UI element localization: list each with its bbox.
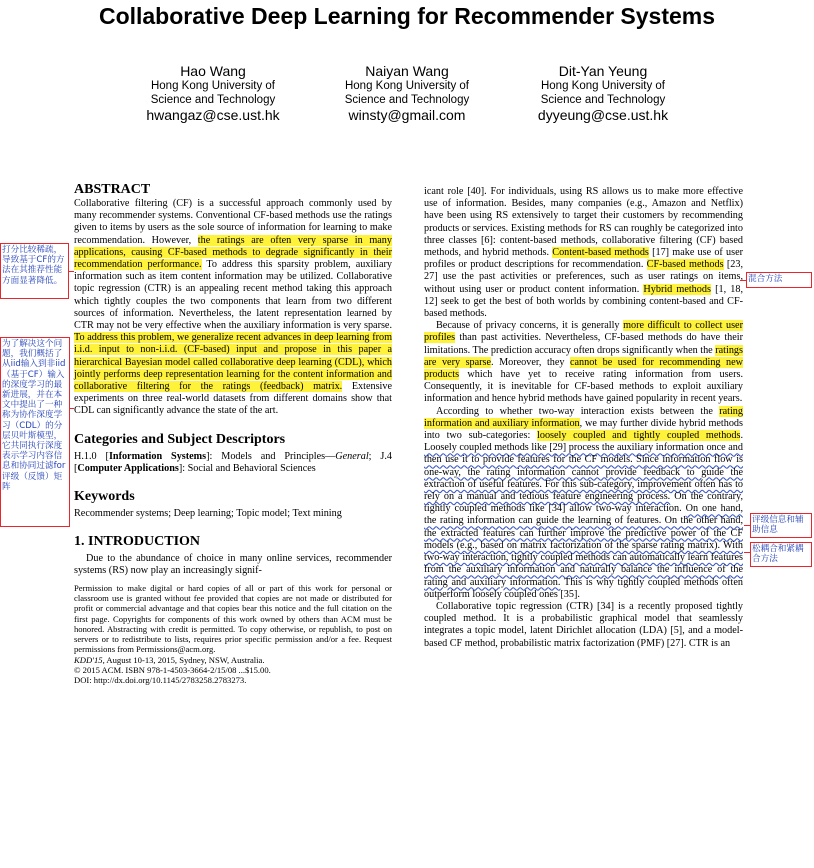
author-affiliation: Science and Technology bbox=[150, 94, 276, 106]
author-block-3 bbox=[513, 63, 693, 123]
annotation-leader bbox=[740, 280, 746, 281]
highlight: ratings are very sparse bbox=[424, 344, 743, 368]
annotation-note[interactable]: 为了解决这个问题，我们概括了从iid输入到非iid（基于CF）输入的深度学习的最新进展，并在本文中提出了一种称为协作深度学习（CDL）的分层贝叶斯模型，它共同执行深度表示学习内容信息和协同过滤for评级（反馈）矩阵 bbox=[0, 337, 70, 527]
author-block-1 bbox=[123, 63, 303, 123]
author-affiliation: Science and Technology bbox=[540, 94, 666, 106]
highlight: rating information and auxiliary information bbox=[424, 405, 743, 429]
annotation-note[interactable]: 松耦合和紧耦合方法 bbox=[750, 542, 812, 567]
annotation-leader bbox=[744, 552, 750, 553]
highlight: To address this problem, we generalize recent advances in deep learning from i.i.d. input to non-i.i.d. (CF-based) input and propose in this paper a hierarchical Bayesian model called collaborative deep learning (CDL), which jointly performs deep representation learning for the content information and collaborative filtering for the ratings (feedback) matrix. bbox=[74, 332, 392, 393]
author-email: winsty@gmail.com bbox=[348, 107, 466, 123]
paragraph: According to whether two-way interaction exists between the rating information and auxiliary information, we may further divide hybrid methods into two sub-categories: loosely coupled and tightly coupled methods. Loosely coupled methods like [29] process the auxiliary information once and then use it to provide features for the CF models. Since information flow is one-way, the rating information cannot provide feedback to guide the extraction of useful features. For this sub-category, improvement often has to rely on a manual and tedious feature engineering process. On the contrary, tightly coupled methods like [34] allow two-way interaction. On one hand, the rating information can guide the learning of features. On the other hand, the extracted features can further improve the predictive power of the CF models (e.g., based on matrix factorization of the sparse rating matrix). With two-way interaction, tightly coupled methods can automatically learn features from the auxiliary information and naturally balance the influence of the rating and auxiliary information. This is why tightly coupled methods often outperform loosely coupled ones [35]. bbox=[424, 405, 744, 600]
keywords-text: Recommender systems; Deep learning; Topic model; Text mining bbox=[74, 508, 342, 520]
highlight: Content-based methods bbox=[552, 247, 649, 259]
annotation-note[interactable]: 混合方法 bbox=[746, 272, 812, 288]
annotation-note[interactable]: 打分比较稀疏，导致基于CF的方法在其推荐性能方面显著降低。 bbox=[0, 243, 69, 299]
author-affiliation: Hong Kong University of bbox=[344, 80, 469, 92]
author-name: Hao Wang bbox=[180, 63, 246, 79]
categories-heading: Categories and Subject Descriptors bbox=[74, 431, 286, 447]
author-email: hwangaz@cse.ust.hk bbox=[146, 107, 280, 123]
paper-title: Collaborative Deep Learning for Recommender Systems bbox=[98, 3, 716, 29]
author-name: Naiyan Wang bbox=[365, 63, 449, 79]
author-block-2 bbox=[317, 63, 497, 123]
highlight: loosely coupled and tightly coupled methods bbox=[537, 430, 741, 442]
highlight: CF-based methods bbox=[646, 259, 724, 271]
paragraph: icant role [40]. For individuals, using RS allows us to make more effective use of information. Besides, many companies (e.g., Amazon and Netflix) have been using RS extensively to target their customers by recommending products or services. Existing methods for RS can roughly be categorized into three classes [6]: content-based methods, collaborative filtering (CF) based methods, and hybrid methods. Content-based methods [17] make use of user profiles or product descriptions for recommendation. CF-based methods [23, 27] use the past activities or preferences, such as user ratings on items, without using user or product content information. Hybrid methods [1, 18, 12] seek to get the best of both worlds by combining content-based and CF-based methods. bbox=[424, 186, 744, 320]
categories-text: H.1.0 [Information Systems]: Models and Principles—General; J.4 [Computer Applications]: Social and Behavioral Sciences bbox=[74, 450, 393, 474]
author-name: Dit-Yan Yeung bbox=[558, 63, 648, 79]
annotation-leader bbox=[70, 408, 74, 409]
author-affiliation: Hong Kong University of bbox=[540, 80, 665, 92]
abstract-heading: ABSTRACT bbox=[74, 182, 151, 197]
keywords-heading: Keywords bbox=[74, 489, 135, 505]
wavy-underline: Loosely coupled methods like [29] process the auxiliary information once and then use it to provide features for the CF models. Since information flow is one-way, the rating information cannot provide feedback to guide the extraction of useful features. For this sub-category, improvement often has to rely on a manual and tedious feature engineering process. bbox=[424, 442, 743, 503]
highlight: cannot be used for recommending new products bbox=[424, 356, 743, 381]
author-affiliation: Science and Technology bbox=[344, 94, 470, 106]
left-column bbox=[74, 181, 392, 686]
wavy-underline: On one hand, the rating information can guide the learning of features. On the other hand, the extracted features can further improve the predictive power of the CF models (e.g., based on matrix factorization of the sparse rating matrix). With two-way interaction, tightly coupled methods can automatically learn features from the auxiliary information and naturally balance the influence of the rating and auxiliary information. bbox=[424, 503, 743, 588]
abstract-text: Collaborative filtering (CF) is a successful approach commonly used by many recommender systems. Conventional CF-based methods use the ratings given to items by users as the sole source of information for learning to make recommendation. However, the ratings are often very sparse in many applications, causing CF-based methods to degrade significantly in their recommendation performance. To address this sparsity problem, auxiliary information such as item content information may be utilized. Collaborative topic regression (CTR) is an appealing recent method taking this approach which tightly couples the two components that learn from two different sources of information. Nevertheless, the latent representation learned by CTR may not be very effective when the auxiliary information is very sparse. To address this problem, we generalize recent advances in deep learning from i.i.d. input to non-i.i.d. (CF-based) input and propose in this paper a hierarchical Bayesian model called collaborative deep learning (CDL), which jointly performs deep representation learning for the content information and collaborative filtering for the ratings (feedback) matrix. Extensive experiments on three real-world datasets from different domains show that CDL can significantly advance the state of the art. bbox=[74, 198, 392, 417]
highlight: more difficult to collect user profiles bbox=[424, 320, 743, 344]
paragraph: Because of privacy concerns, it is generally more difficult to collect user profiles than past activities. Nevertheless, CF-based methods do have their limitations. The prediction accuracy often drops significantly when the ratings are very sparse. Moreover, they cannot be used for recommending new products which have yet to receive rating information from users. Consequently, it is inevitable for CF-based methods to exploit auxiliary information and hence hybrid methods have gained popularity in recent years. bbox=[424, 320, 743, 405]
introduction-text: Due to the abundance of choice in many online services, recommender systems (RS) now play an increasingly signif- bbox=[74, 553, 392, 577]
highlight: the ratings are often very sparse in many applications, causing CF-based methods to degrade significantly in their recommendation performance. bbox=[74, 234, 392, 271]
annotation-leader bbox=[744, 525, 750, 526]
author-affiliation: Hong Kong University of bbox=[150, 80, 275, 92]
introduction-heading: 1. INTRODUCTION bbox=[74, 534, 201, 550]
annotation-note[interactable]: 评级信息和辅助信息 bbox=[750, 513, 812, 538]
highlight: Hybrid methods bbox=[643, 283, 711, 295]
paragraph: Collaborative topic regression (CTR) [34] is a recently proposed tightly coupled method. It is a probabilistic graphical model that seamlessly integrates a topic model, latent Dirichlet allocation (LDA) [5], and a model-based CF method, probabilistic matrix factorization (PMF) [27]. CTR is an bbox=[424, 600, 743, 649]
permission-footnote: Permission to make digital or hard copies of all or part of this work for personal or classroom use is granted without fee provided that copies are not made or distributed for profit or commercial advantage and that copies bear this notice and the full citation on the first page. Copyrights for components of this work owned by others than ACM must be honored. Abstracting with credit is permitted. To copy otherwise, or republish, to post on servers or to redistribute to lists, requires prior specific permission and/or a fee. Request permissions from Permissions@acm.org. KDD'15, August 10-13, 2015, Sydney, NSW, Australia. © 2015 ACM. ISBN 978-1-4503-3664-2/15/08 ...$15.00. DOI: http://dx.doi.org/10.1145/2783258.2783273. bbox=[74, 582, 392, 686]
author-email: dyyeung@cse.ust.hk bbox=[537, 107, 669, 123]
annotation-leader bbox=[69, 271, 74, 272]
right-column bbox=[424, 186, 743, 650]
